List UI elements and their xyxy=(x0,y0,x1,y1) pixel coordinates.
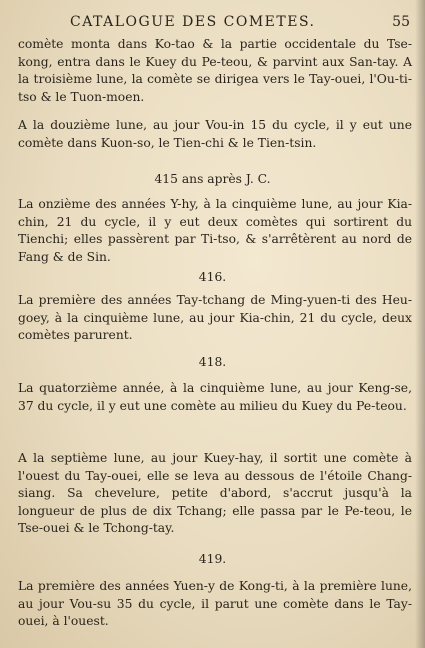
paragraph-7: La première des années Yuen-y de Kong-ti, à la première lune, au jour Vou-su 35 du cycle, il parut une comète dans le Tay-ouei, à l'ouest. xyxy=(18,579,412,628)
page-number: 55 xyxy=(392,14,410,30)
heading-418: 418. xyxy=(198,355,227,369)
paragraph-6: A la septième lune, au jour Kuey-hay, il sortit une comète à l'ouest du Tay-ouei, elle se leva au dessous de l'étoile Chang-siang. Sa chevelure, petite d'abord, s'accrut jusqu'à la longueur de plus de dix Tchang; elle passa par le Pe-teou, le Tse-ouei & le Tchong-tay. xyxy=(18,451,412,535)
heading-416: 416. xyxy=(198,270,227,284)
header-title: CATALOGUE DES COMETES. xyxy=(70,14,316,30)
paragraph-5: La quatorzième année, à la cinquième lune, au jour Keng-se, 37 du cycle, il y eut une comète au milieu du Kuey du Pe-teou. xyxy=(18,381,412,413)
paragraph-2: A la douzième lune, au jour Vou-in 15 du cycle, il y eut une comète dans Kuon-so, le Tien-chi & le Tien-tsin. xyxy=(18,118,412,150)
heading-419: 419. xyxy=(198,552,227,566)
paragraph-1: comète monta dans Ko-tao & la partie occidentale du Tse-kong, entra dans le Kuey du Pe-teou, & parvint aux San-tay. A la troisième lune, la comète se dirigea vers le Tay-ouei, l'Ou-ti-tso & le Tuon-moen. xyxy=(18,37,412,104)
heading-415: 415 ans après J. C. xyxy=(154,172,271,186)
paragraph-4: La première des années Tay-tchang de Ming-yuen-ti des Heu-goey, à la cinquième lune, au jour Kia-chin, 21 du cycle, deux comètes parurent. xyxy=(18,293,412,342)
paragraph-3: La onzième des années Y-hy, à la cinquième lune, au jour Kia-chin, 21 du cycle, il y eut deux comètes qui sortirent du Tienchi; elles passèrent par Ti-tso, & s'arrêtèrent au nord de Fang & de Sin. xyxy=(18,197,412,264)
running-header xyxy=(70,14,410,30)
page-edge-shadow xyxy=(415,0,425,648)
